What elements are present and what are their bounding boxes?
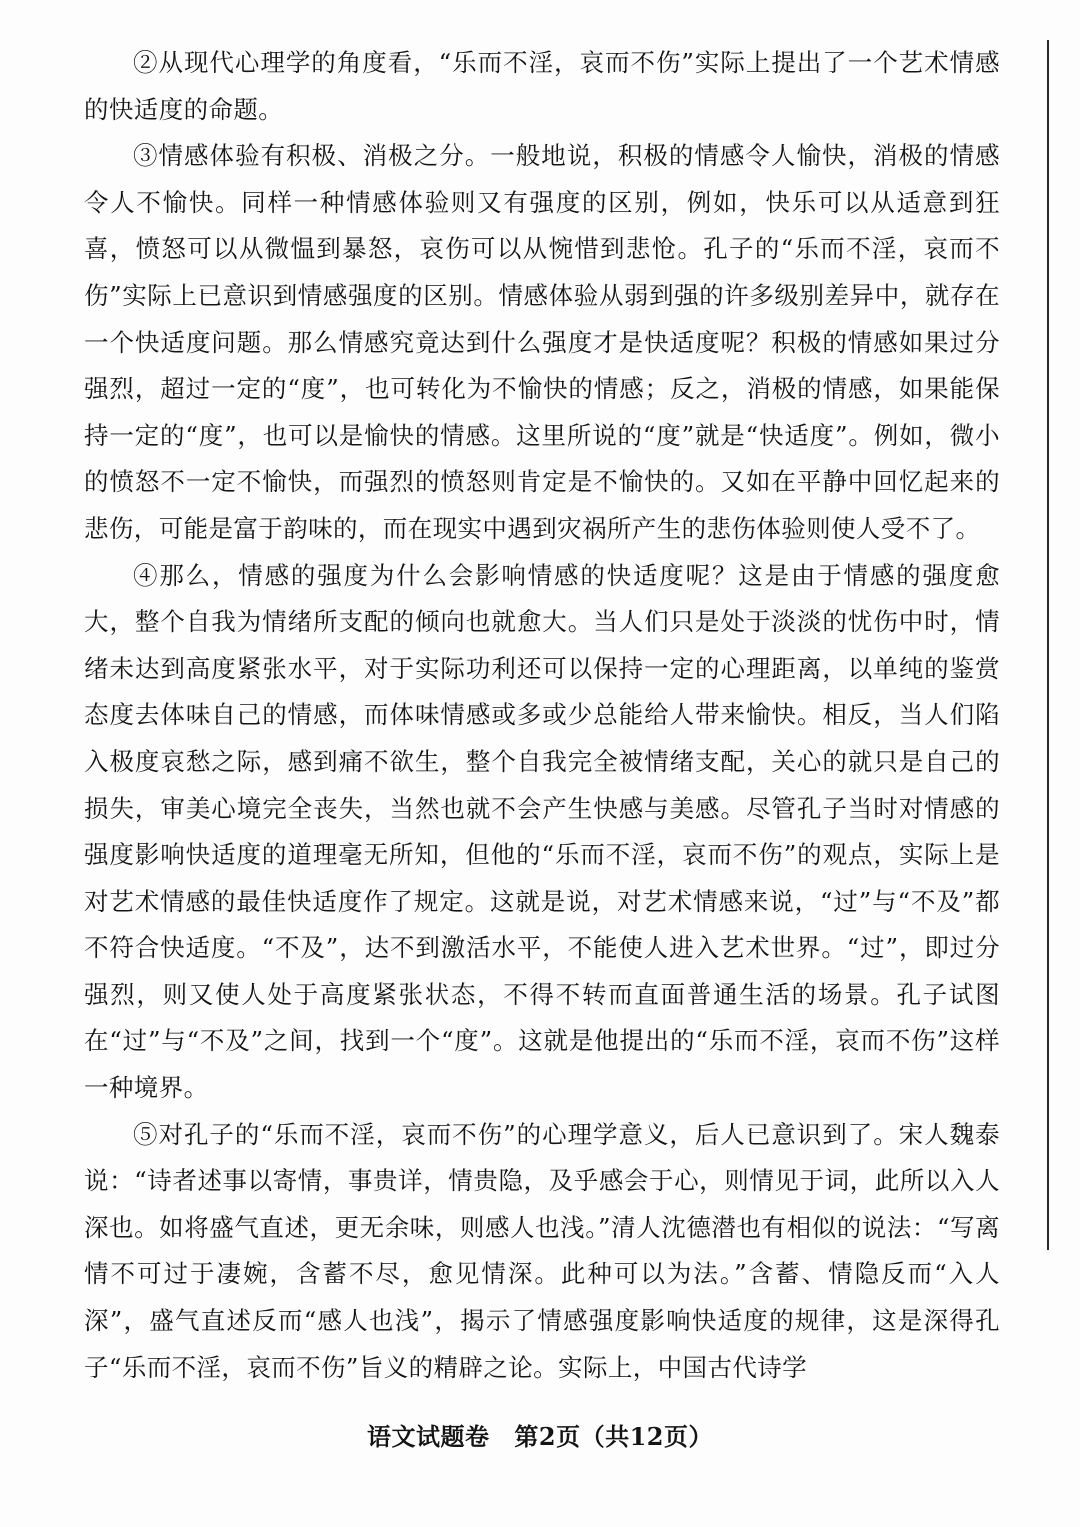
paragraph-4: ④那么，情感的强度为什么会影响情感的快适度呢？这是由于情感的强度愈大，整个自我为情绪所支配的倾向也就愈大。当人们只是处于淡淡的忧伤中时，情绪未达到高度紧张水平，对于实际功利还可以保持一定的心理距离，以单纯的鉴赏态度去体味自己的情感，而体味情感或多或少总能给人带来愉快。相反，当人们陷入极度哀愁之际，感到痛不欲生，整个自我完全被情绪支配，关心的就只是自己的损失，审美心境完全丧失，当然也就不会产生快感与美感。尽管孔子当时对情感的强度影响快适度的道理毫无所知，但他的“乐而不淫，哀而不伤”的观点，实际上是对艺术情感的最佳快适度作了规定。这就是说，对艺术情感来说，“过”与“不及”都不符合快适度。“不及”，达不到激活水平，不能使人进入艺术世界。“过”，即过分强烈，则又使人处于高度紧张状态，不得不转而直面普通生活的场景。孔子试图在“过”与“不及”之间，找到一个“度”。这就是他提出的“乐而不淫，哀而不伤”这样一种境界。 (84, 560, 1000, 1103)
paragraph-2: ②从现代心理学的角度看，“乐而不淫，哀而不伤”实际上提出了一个艺术情感的快适度的命题。 (84, 48, 1000, 124)
article-body (84, 40, 1000, 1391)
paragraph-5: ⑤对孔子的“乐而不淫，哀而不伤”的心理学意义，后人已意识到了。宋人魏泰说：“诗者述事以寄情，事贵详，情贵隐，及乎感会于心，则情见于词，此所以入人深也。如将盛气直述，更无余味，则感人也浅。”清人沈德潜也有相似的说法：“写离情不可过于凄婉，含蓄不尽，愈见情深。此种可以为法。”含蓄、情隐反而“入人深”，盛气直述反而“感人也浅”，揭示了情感强度影响快适度的规律，这是深得孔子“乐而不淫，哀而不伤”旨义的精辟之论。实际上，中国古代诗学 (84, 1119, 1000, 1382)
paper-title: 语文试题卷 (367, 1422, 490, 1451)
margin-rule (1047, 40, 1049, 1250)
page-number: 第2页（共12页） (514, 1422, 713, 1451)
page-footer (0, 1417, 1080, 1452)
paragraph-3: ③情感体验有积极、消极之分。一般地说，积极的情感令人愉快，消极的情感令人不愉快。同样一种情感体验则又有强度的区别，例如，快乐可以从适意到狂喜，愤怒可以从微愠到暴怒，哀伤可以从惋惜到悲怆。孔子的“乐而不淫，哀而不伤”实际上已意识到情感强度的区别。情感体验从弱到强的许多级别差异中，就存在一个快适度问题。那么情感究竟达到什么强度才是快适度呢？积极的情感如果过分强烈，超过一定的“度”，也可转化为不愉快的情感；反之，消极的情感，如果能保持一定的“度”，也可以是愉快的情感。这里所说的“度”就是“快适度”。例如，微小的愤怒不一定不愉快，而强烈的愤怒则肯定是不愉快的。又如在平静中回忆起来的悲伤，可能是富于韵味的，而在现实中遇到灾祸所产生的悲伤体验则使人受不了。 (84, 141, 1000, 543)
